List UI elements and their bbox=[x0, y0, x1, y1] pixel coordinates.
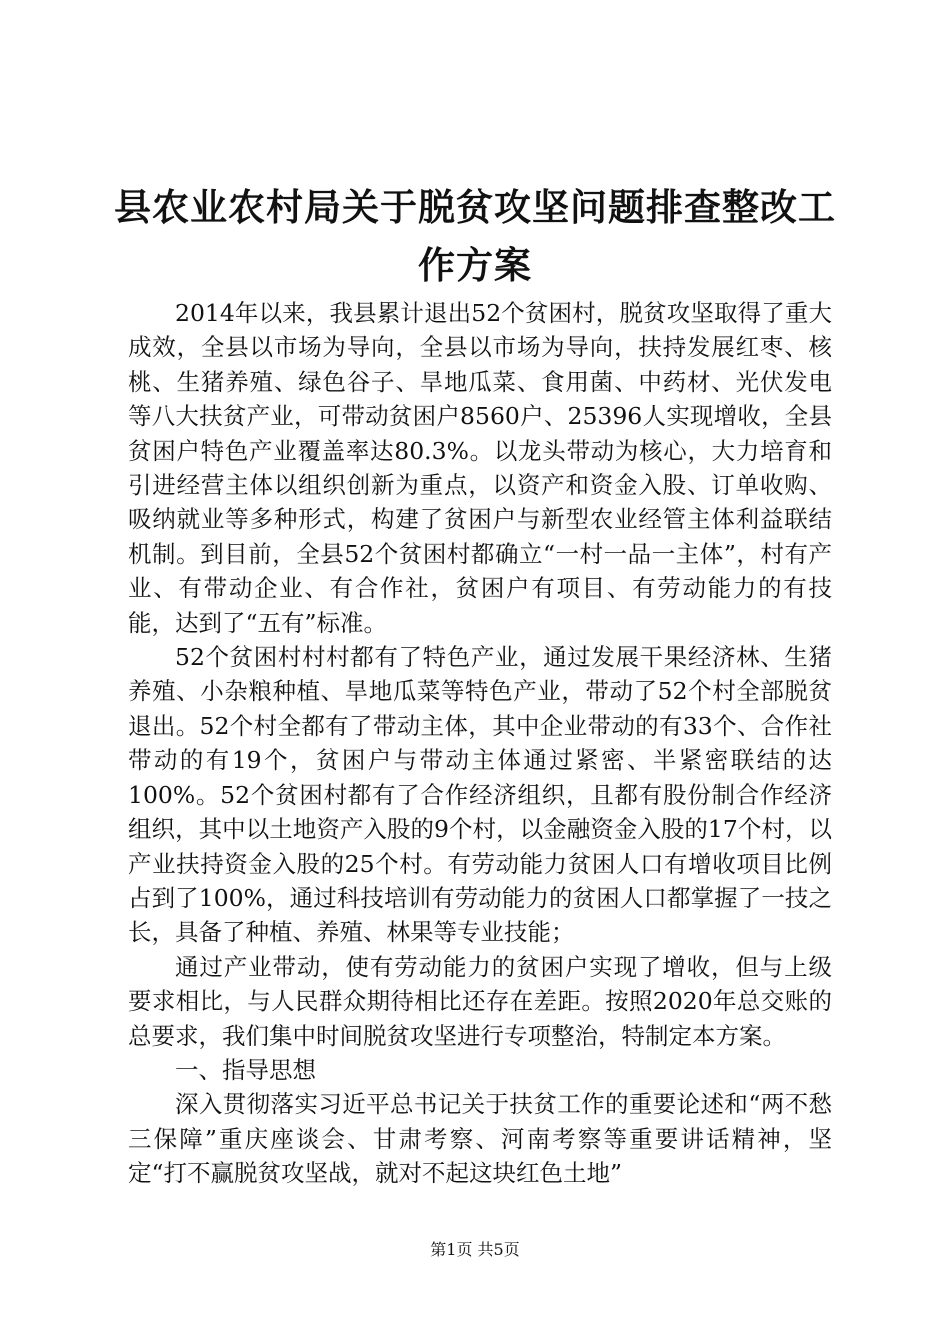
paragraph-guiding-ideology: 深入贯彻落实习近平总书记关于扶贫工作的重要论述和“两不愁三保障”重庆座谈会、甘肃考察、河南考察等重要讲话精神，坚定“打不赢脱贫攻坚战，就对不起这块红色土地” bbox=[128, 1090, 832, 1188]
document-title: 县农业农村局关于脱贫攻坚问题排查整改工作方案 bbox=[114, 185, 836, 287]
paragraph-purpose: 通过产业带动，使有劳动能力的贫困户实现了增收，但与上级要求相比，与人民群众期待相比还存在差距。按照2020年总交账的总要求，我们集中时间脱贫攻坚进行专项整治，特制定本方案。 bbox=[128, 952, 832, 1050]
page-number-footer: 第1页 共5页 bbox=[430, 1240, 520, 1259]
document-body bbox=[128, 296, 832, 1191]
section-heading-guiding-ideology: 一、指导思想 bbox=[175, 1055, 316, 1084]
paragraph-intro: 2014年以来，我县累计退出52个贫困村，脱贫攻坚取得了重大成效，全县以市场为导向，全县以市场为导向，扶持发展红枣、核桃、生猪养殖、绿色谷子、旱地瓜菜、食用菌、中药材、光伏发电等八大扶贫产业，可带动贫困户8560户、25396人实现增收，全县贫困户特色产业覆盖率达80.3%。以龙头带动为核心，大力培育和引进经营主体以组织创新为重点，以资产和资金入股、订单收购、吸纳就业等多种形式，构建了贫困户与新型农业经管主体利益联结机制。到目前，全县52个贫困村都确立“一村一品一主体”，村有产业、有带动企业、有合作社，贫困户有项目、有劳动能力的有技能，达到了“五有”标准。 bbox=[128, 299, 832, 637]
paragraph-industry: 52个贫困村村村都有了特色产业，通过发展干果经济林、生猪养殖、小杂粮种植、旱地瓜菜等特色产业，带动了52个村全部脱贫退出。52个村全都有了带动主体，其中企业带动的有33个、合作社带动的有19个，贫困户与带动主体通过紧密、半紧密联结的达100%。52个贫困村都有了合作经济组织，且都有股份制合作经济组织，其中以土地资产入股的9个村，以金融资金入股的17个村，以产业扶持资金入股的25个村。有劳动能力贫困人口有增收项目比例占到了100%，通过科技培训有劳动能力的贫困人口都掌握了一技之长，具备了种植、养殖、林果等专业技能； bbox=[128, 643, 832, 947]
